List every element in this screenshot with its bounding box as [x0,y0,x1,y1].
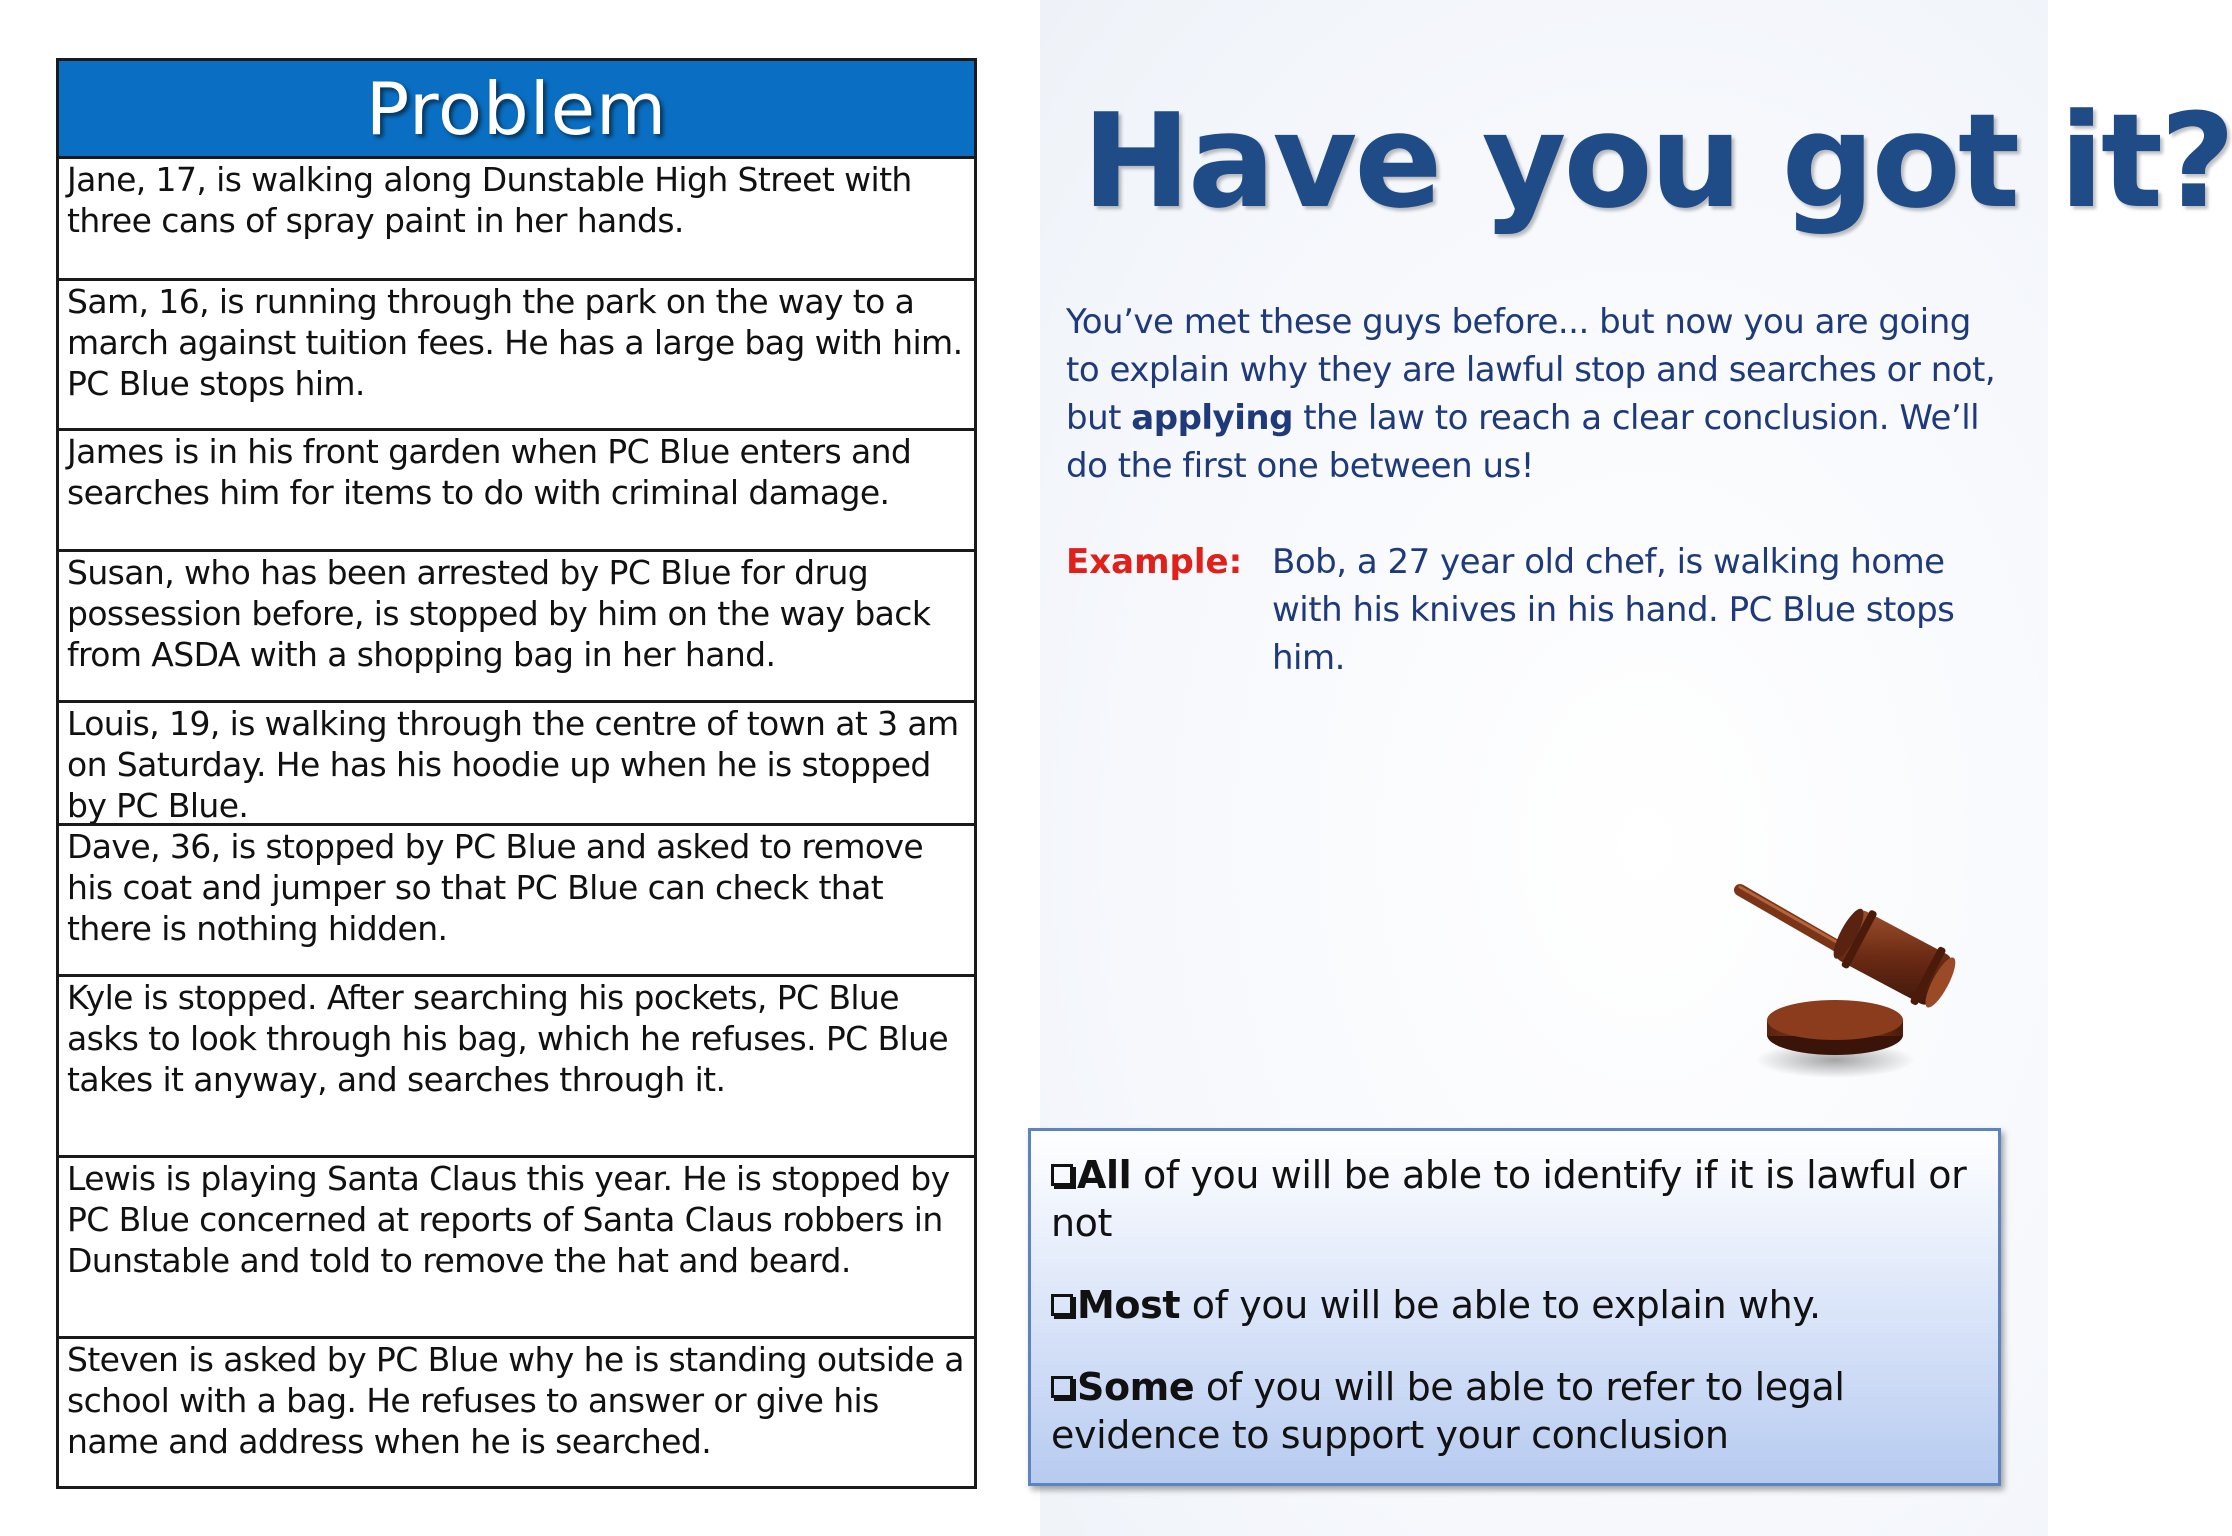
objective-level: Most [1077,1283,1181,1327]
objective-text: of you will be able to explain why. [1180,1283,1821,1327]
problem-row-dave [59,826,974,977]
problem-row-text: Kyle is stopped. After searching his pockets, PC Blue asks to look through his bag, which he refuses. PC Blue takes it anyway, and searches through it. [67,978,949,1099]
problem-row-text: Lewis is playing Santa Claus this year. He is stopped by PC Blue concerned at reports of Santa Claus robbers in Dunstable and told to remove the hat and beard. [67,1159,950,1280]
problem-row-text: Sam, 16, is running through the park on the way to a march against tuition fees. He has a large bag with him. PC Blue stops him. [67,282,963,403]
problem-row-lewis [59,1158,974,1339]
problem-row-susan [59,552,974,703]
problem-row-text: Louis, 19, is walking through the centre of town at 3 am on Saturday. He has his hoodie up when he is stopped by PC Blue. [67,704,959,825]
problem-header-label: Problem [365,66,668,151]
objective-text: of you will be able to refer to legal evidence to support your conclusion [1051,1365,1845,1457]
checkbox-bullet-icon [1051,1164,1073,1186]
example-label: Example: [1066,542,1243,582]
problem-table [56,58,977,1489]
checkbox-bullet-icon [1051,1376,1073,1398]
problem-row-kyle [59,977,974,1158]
gavel-icon [1720,860,1970,1100]
objective-all [1051,1151,1980,1247]
intro-text-after: the law to reach a clear conclusion. We’ll do the first one between us! [1066,398,1980,486]
learning-objectives-box [1028,1128,2001,1486]
problem-row-text: James is in his front garden when PC Blue enters and searches him for items to do with criminal damage. [67,432,912,512]
objective-text: of you will be able to identify if it is lawful or not [1051,1153,1967,1245]
problem-row-james [59,431,974,552]
intro-text-before: You’ve met these guys before... but now you are going to explain why they are lawful stop and searches or not, but [1066,302,1996,438]
objective-level: All [1077,1153,1132,1197]
problem-header [59,61,974,159]
intro-paragraph [1066,298,2006,490]
problem-row-text: Jane, 17, is walking along Dunstable High Street with three cans of spray paint in her hands. [67,160,912,240]
objective-level: Some [1077,1365,1195,1409]
problem-row-text: Dave, 36, is stopped by PC Blue and asked to remove his coat and jumper so that PC Blue can check that there is nothing hidden. [67,827,924,948]
problem-row-steven [59,1339,974,1486]
problem-row-louis [59,703,974,826]
objective-some [1051,1363,1980,1459]
problem-row-sam [59,281,974,431]
problem-row-text: Steven is asked by PC Blue why he is standing outside a school with a bag. He refuses to answer or give his name and address when he is searched. [67,1340,964,1461]
problem-row-jane [59,159,974,281]
page-title: Have you got it? [1082,85,2232,237]
intro-bold-word: applying [1131,398,1293,438]
example-text: Bob, a 27 year old chef, is walking home with his knives in his hand. PC Blue stops him. [1272,542,1955,678]
objective-most [1051,1281,1980,1329]
checkbox-bullet-icon [1051,1294,1073,1316]
problem-row-text: Susan, who has been arrested by PC Blue for drug possession before, is stopped by him on the way back from ASDA with a shopping bag in her hand. [67,553,931,674]
